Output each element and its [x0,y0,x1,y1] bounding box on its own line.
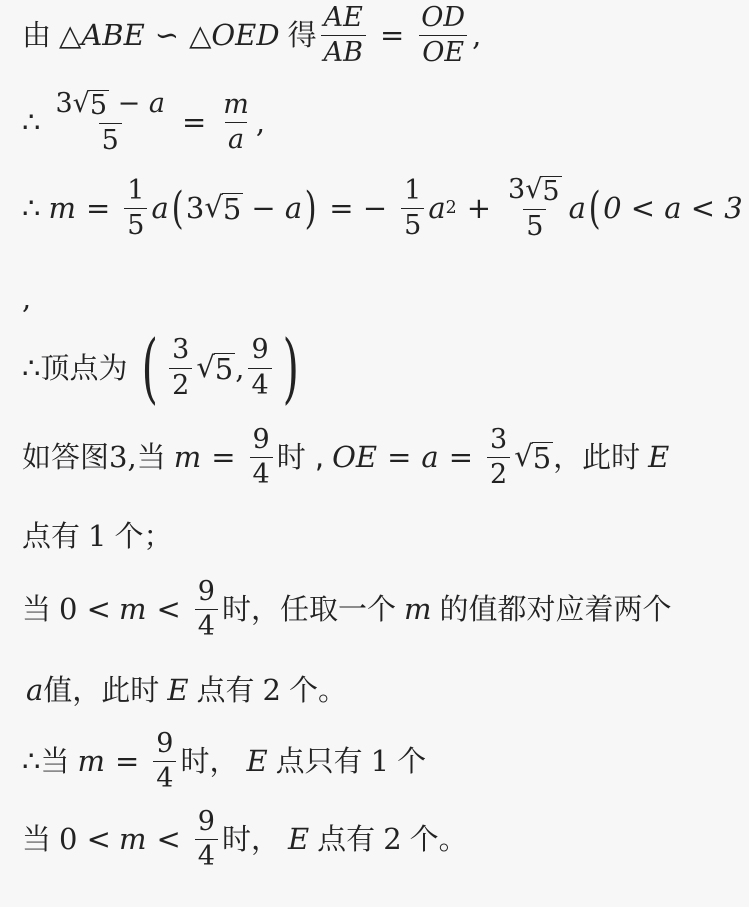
text-point-has: 点有 [196,673,255,707]
less-than: < [156,822,181,857]
fraction-9-4 [195,808,218,872]
numerator: 3 [490,424,508,455]
denominator: 2 [487,457,510,489]
equals-sign: = [387,440,412,475]
fraction-3root5-minus-a [52,90,168,156]
line-conclusion-2 [22,808,468,872]
line-m-expression [22,176,743,242]
text-unit: 个。 [288,673,347,707]
text-when: 当 [136,440,166,475]
equals-sign: = [448,440,474,475]
fraction-1-5 [401,177,424,241]
equals-sign: = [211,440,236,475]
fraction-9-4 [195,578,218,642]
text-when: 当 [22,592,52,627]
plus-sign: + [466,191,491,226]
line-similar-triangles [22,4,481,68]
therefore-symbol: ∴ [22,350,41,385]
coefficient: 3 [508,174,526,205]
denominator: 4 [195,839,218,871]
radicand: 5 [532,441,552,476]
triangle-oed: OED [211,18,280,53]
line-comma [22,281,32,315]
point-e: E [246,744,268,779]
segment-oe: OE [332,440,378,475]
text-unit: 个。 [409,822,468,857]
var-a: a [568,191,586,226]
comma: , [255,105,266,140]
text-corresponds-two: 的值都对应着两个 [439,592,672,627]
minus-a: − a [251,191,303,226]
numerator: 9 [197,576,215,607]
fraction-m-a [220,91,252,155]
radicand: 5 [222,192,242,227]
comma: , [235,350,245,385]
fraction-3-2 [487,426,510,490]
text-unit: 个； [114,519,173,553]
numerator: 3 [172,334,190,366]
numerator: 1 [127,175,145,206]
text-point-has: 点有 [22,519,81,553]
denominator: 5 [401,208,424,240]
minus-a: − a [117,88,165,119]
sqrt-5: √ 5 [525,174,560,207]
denominator: AB [321,35,366,67]
left-paren: ( [171,182,184,234]
therefore-symbol: ∴ [22,744,41,779]
line-range-two-values [22,578,672,642]
fraction-9-4 [153,730,176,794]
denominator: 4 [248,368,271,400]
text-as-figure: 如答图 [22,440,110,475]
similar-symbol: ∽ [154,18,180,53]
numerator [505,176,565,209]
text-you: 由 [22,18,52,53]
count: 2 [383,822,402,857]
line-conclusion-1 [22,730,426,794]
text-unit: 个 [397,744,427,779]
denominator: 4 [153,761,176,793]
numerator: 9 [251,334,269,366]
comma: , [472,18,482,53]
var-m: m [77,744,105,779]
triangle-abe: ABE [81,18,145,53]
therefore-symbol: ∴ [22,191,41,226]
var-m: m [118,822,147,857]
text-take-any: 时，任取一个 [221,592,396,627]
equals-sign: = [114,744,140,779]
fraction-9-4 [248,336,271,400]
fraction-1-5 [124,177,147,241]
numerator: 9 [252,424,270,455]
text-when: 当 [40,744,70,779]
line-figure-3 [22,426,669,490]
right-paren: ) [282,323,299,412]
fraction-ae-ab [321,4,366,68]
fraction-3root5-5 [505,176,565,242]
left-paren: ( [588,182,601,234]
numerator: 1 [404,175,422,206]
radicand: 5 [542,176,560,207]
point-e: E [288,822,310,857]
text-point-only-has: 点只有 [275,744,363,779]
text-when: 当 [22,822,52,857]
equals-sign: = [85,191,111,226]
fraction-9-4 [250,426,273,490]
radicand: 5 [89,90,108,121]
comma: , [22,281,32,315]
count: 1 [88,519,107,553]
text-time: 时， [221,822,280,857]
coefficient: 3 [185,191,205,226]
text-value-at-this-time: 值，此时 [43,673,160,707]
lower-bound: 0 < [59,592,111,627]
var-m: m [48,191,76,226]
text-vertex-is: 顶点为 [40,350,128,385]
equals-sign: = [379,18,405,53]
fraction-3-2 [169,336,192,400]
sqrt-5: √ 5 [204,190,242,227]
figure-number: 3, [109,440,137,475]
equals-minus: = − [329,191,388,226]
line-vertex [22,323,305,412]
lower-bound: 0 < [59,822,111,857]
numerator: OD [421,2,466,33]
count: 1 [370,744,390,779]
denominator: 4 [250,457,273,489]
fraction-od-oe [418,4,468,68]
numerator: 9 [197,806,215,837]
var-a: a [151,191,169,226]
exponent: 2 [445,198,457,219]
therefore-symbol: ∴ [22,105,41,140]
numerator: 9 [156,728,174,759]
right-paren: ) [304,182,317,234]
line-two-points [26,673,347,707]
line-ratio-equation [22,90,265,156]
denominator: 2 [169,368,192,400]
radicand: 5 [214,351,234,386]
denominator: a [225,122,247,154]
sqrt-5: √ 5 [514,439,552,476]
less-than: < [156,592,181,627]
var-a: a [26,673,44,707]
sqrt-5: √ 5 [72,88,108,121]
domain-condition: 0 < a < 3 [603,191,743,226]
point-e: E [167,673,189,707]
var-m: m [404,592,432,627]
text-at-this-time: ，此时 [553,440,641,475]
left-paren: ( [142,323,159,412]
text-time: 时 , [276,440,325,475]
sqrt-5: √ 5 [196,349,234,386]
coefficient: 3 [55,88,73,119]
numerator: m [223,89,249,120]
numerator: AE [323,2,363,33]
equals-sign: = [181,105,207,140]
denominator: OE [419,35,467,67]
point-e: E [648,440,670,475]
denominator: 5 [124,208,147,240]
denominator: 5 [523,209,546,241]
line-one-point [22,519,173,553]
var-m: m [173,440,202,475]
var-a: a [421,440,439,475]
triangle-symbol: △ [59,18,82,53]
triangle-symbol: △ [189,18,212,53]
var-m: m [118,592,147,627]
count: 2 [262,673,281,707]
denominator: 4 [195,609,218,641]
text-time: 时， [180,744,239,779]
denominator: 5 [99,123,122,155]
numerator [52,90,168,123]
var-a: a [428,191,446,226]
text-de: 得 [287,18,317,53]
text-point-has: 点有 [317,822,376,857]
